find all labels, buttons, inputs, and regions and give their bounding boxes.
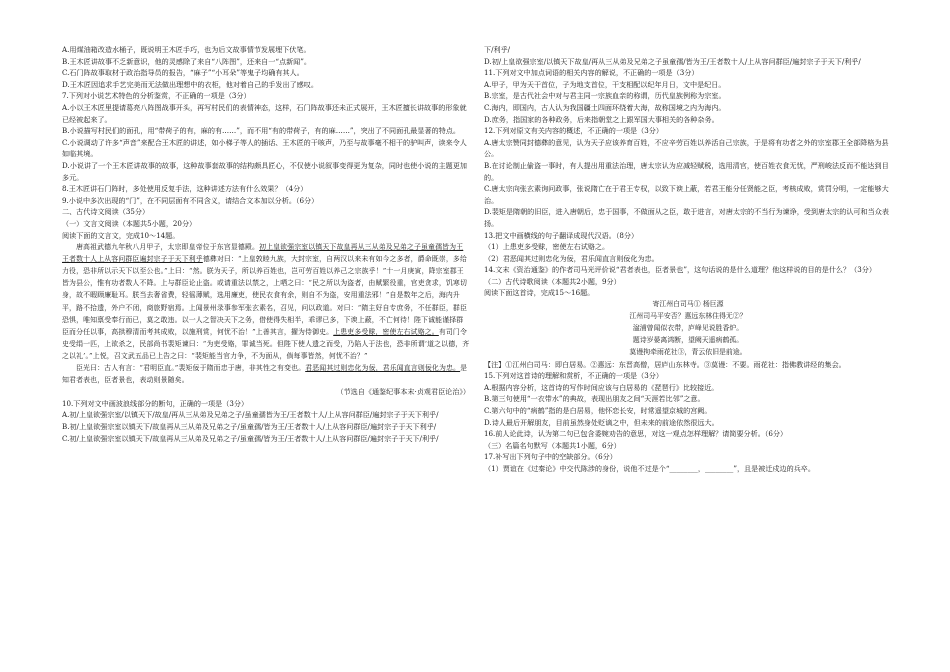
passage-text: 唐高祖武德九年秋八月甲子，太宗即皇帝位于东宫显德殿。 (76, 243, 260, 252)
text-line: 下/利乎/ (484, 45, 511, 54)
text-line: 16.前人论此诗，认为第二句已包含委婉劝告的意思，对这一观点怎样理解？请简要分析。（6分） (484, 429, 788, 439)
text-line: （二）古代诗歌阅读（本题共2小题，9分） (484, 276, 621, 286)
right-column (484, 44, 892, 475)
text-line: （2）君恶闻其过则忠化为佞，君乐闻直言则佞化为忠。 (484, 253, 659, 263)
poem-title: 寄江州白司马① 杨巨源 (652, 300, 724, 309)
text-line: （三）名篇名句默写（本题共1小题，6分） (484, 440, 621, 450)
text-line: 14.文末《资治通鉴》的作者司马光评价说“君者表也，臣者景也”，这句话说的是什么道理？他这样说的目的是什么？（3分） (484, 265, 876, 275)
left-questions (62, 44, 470, 241)
text-line: A.初/上皇欲强宗室/以镇天下/故皇/再从三从弟及兄弟之子/虽童孺皆为王/王者数十人/上从容问群臣/遍封宗子于天下利乎/ (62, 410, 439, 420)
text-line: A.甲子，甲为天干首位，子为地支首位，干支相配以纪年月日，文中是纪日。 (484, 79, 726, 89)
left-column (62, 44, 470, 444)
text-line: 12.下列对原文有关内容的概述，不正确的一项是（3分） (484, 126, 663, 136)
text-line: （1）贾谊在《过秦论》中交代陈涉的身份，说他不过是个“________，________”，且是被迁戍边的兵卒。 (484, 463, 815, 473)
text-line: 7.下列对小说艺术特色的分析鉴赏，不正确的一项是（3分） (62, 91, 251, 101)
text-line: D.裴矩是隋朝的旧臣，进入唐朝后，忠于国事，不做面从之臣，敢于进言，对唐太宗的不当行为谏诤，受到唐太宗的认可和当众表扬。 (484, 207, 889, 228)
text-line: A.小以王木匠里提请葛亮八阵图战事开头，再写村民们的表情神态，这样，石门阵故事还未正式展开，王木匠擅长讲故事的形象就已经被起来了。 (62, 102, 467, 124)
text-line: A.根据内容分析，这首诗的写作时间应该与白居易的《琵琶行》比较接近。 (484, 382, 719, 392)
text-line: C.石门阵故事取材于政治指导员的报告，“麻子”“小耳朵”等鬼子均确有其人。 (62, 68, 304, 78)
text-line: 11.下列对文中加点词语的相关内容的解说，不正确的一项是（3分） (484, 68, 699, 78)
right-questions (484, 44, 892, 299)
poem-line: 题诗岁晏离鸿断，望阙天遥病鹤孤。 (632, 335, 744, 344)
text-line: B.小说描写村民们的面孔，用“带荷子的有，麻的有……”，而不用“有的带荷子，有的麻……”，突出了不同面孔最显著的特点。 (62, 126, 460, 136)
text-line: A.用煤油箱改造水桶子，既说明王木匠手巧，也为后文故事情节发展埋下伏笔。 (62, 45, 311, 54)
passage-text: 德彝对曰：“上皇敦睦九族，大封宗室，自两汉以来未有如今之多者，爵命既崇，多给力役，恐非所以示天下以至公也。”上曰：“然。朕为天子，所以养百姓也，岂可劳百姓以养己之宗族乎！”十一月庚寅，降宗室郡王皆为县公，惟有功者数人不降。上与群臣论止盗。或请重法以禁之，上哂之曰：“民之所以为盗者，由赋繁役重，官吏贪求，饥寒切身，故不暇顾廉耻耳。朕当去奢省费，轻徭薄赋，选用廉吏，使民衣食有余，则自不为盗，安用重法邪！”自是数年之后，海内升平，路不拾遗，外户不闭，商旅野宿焉。上闻景州录事参军张玄素名，召见，问以政道。对曰：“隋主好自专庶务，不任群臣，群臣恐惧，唯知禀受奉行而已，莫之敢违。以一人之智决天下之务，借使得失相半，乖谬已多，下谀上蔽，不亡何待！陛下诚能谨择群臣而分任以事，高拱穆清而考其成败，以施刑赏，何忧不治！”上善其言，擢为侍御史。 (62, 255, 467, 336)
text-line: 9.小说中多次出现的“门”，在不同层面有不同含义，请结合文本加以分析。（6分） (62, 195, 319, 205)
text-line: 阅读下面这首诗，完成15～16题。 (484, 288, 595, 298)
text-line: （1）上患吏多受赇，密使左右试赂之。 (484, 242, 610, 252)
text-line: C.海内，即国内，古人认为我国疆土四面环绕着大海，故称国境之内为海内。 (484, 102, 726, 112)
text-line: C.第六句中的“病鹤”指的是白居易，他怀恋长安，时常遥望京城的宫阙。 (484, 405, 712, 415)
poem-lines (484, 311, 892, 359)
text-line: C.小说调动了许多“声音”来配合王木匠的讲述，如小梯子等人的插话、王木匠的干咳声，乃至与故事毫不相干的驴叫声，读来令人如临其境。 (62, 137, 467, 159)
text-line: B.在讨论制止偷盗一事时，有人提出用重法治理，唐太宗认为应减轻赋税，选用清官，使百姓衣食无忧，严刑峻法反而不能达到目的。 (484, 160, 889, 182)
text-line: B.宗室，是古代社会中对与君主同一宗族血亲的称谓，历代皇族例称为宗室。 (484, 91, 726, 101)
text-line: C.唐太宗向张玄素询问政事，张说隋亡在于君王专权，以致下谀上蔽，若君王能分任贤能之臣，考核成败，赏罚分明，一定能够大治。 (484, 184, 889, 205)
text-line: D.诗人最后开解朋友，目前虽然身处贬谪之中，但未来的前途依然很远大。 (484, 417, 719, 427)
text-line: D.小说讲了一个王木匠讲故事的故事，这种故事套故事的结构颇具匠心，不仅使小说叙事变得更为复杂，同时也使小说的主题更加多元。 (62, 160, 467, 182)
text-line: B.王木匠讲故事不乏新意识，他的灵感除了来自“八阵图”，还来自一“点新闻”。 (62, 56, 311, 66)
left-questions-continued (62, 398, 470, 444)
text-line: 二、古代诗文阅读（35分） (62, 207, 150, 217)
passage-text: 有司门令史受绢一匹，上欲杀之，民部尚书裴矩谏曰：“为吏受赂，罪诚当死。但陛下使人遗之而受，乃陷人于法也，恐非所谓‘道之以德，齐之以礼’。”上悦，召文武五品已上告之曰：“裴矩能当官力争，不为面从，倘每事皆然，何忧不治？” (62, 327, 470, 360)
text-line: B.初/上皇欲强宗室以镇天下/故皇再从三从弟及兄弟之子/虽童孺/皆为王/王者数十人/上从容问群臣/遍封宗子于天下利乎/ (62, 422, 437, 431)
text-line: （一）文言文阅读（本题共5小题，20分） (62, 218, 197, 228)
text-line: D.庶务，指国家的各种政务，后来指朝堂之上跟军国大事相关的各种杂务。 (484, 114, 719, 124)
poem-line: 江州司马平安否？惠远东林住得无②？ (629, 311, 747, 320)
text-line: C.初/上皇欲强宗室以镇天下/故皇再从三从弟及兄弟之子/虽童孺/皆为王/王者数十人/上从容问群臣/遍封宗子于天下/利乎/ (62, 433, 439, 443)
passage-text: 是知君者表也，臣者景也，表动则景随矣。 (62, 364, 468, 385)
text-line: 8.王木匠讲石门阵时，多处使用反复手法，这种讲述方法有什么效果？（4分） (62, 184, 308, 194)
text-line: A.唐太宗赞同封德彝的意见，认为天子应该养育百姓，不应辛劳百姓以养活自己宗族，于是将有功者之外的宗室郡王全部降格为县公。 (484, 137, 889, 159)
text-line: 17.补写出下列句子中的空缺部分。（6分） (484, 452, 617, 462)
passage-text: 臣光曰：古人有言：“君明臣直。”裴矩佞于隋而忠于唐，非其性之有变也。 (76, 364, 306, 373)
passage-paragraph (62, 362, 470, 386)
text-line: 13.把文中画横线的句子翻译成现代汉语。（8分） (484, 230, 639, 240)
passage-source: （节选自《通鉴纪事本末·贞观君臣论治》） (336, 387, 470, 397)
text-line: D.王木匠因追求手艺完美而无法做出理想中的衣柜，他对着自己的手发出了感叹。 (62, 79, 318, 89)
passage-paragraph (62, 241, 470, 362)
poem-line: 莫谩拘牵雨花社③，青云依旧是前途。 (629, 347, 747, 356)
text-line: D.初/上皇欲强宗室/以镇天下故皇/再从三从弟及兄弟之子虽童孺/皆为王/王者数十人/上从容问群臣/遍封宗子于天下/利乎/ (484, 56, 861, 66)
text-line: 10.下列对文中画波浪线部分的断句，正确的一项是（3分） (62, 398, 249, 408)
text-line: 15.下列对这首诗的理解和赏析，不正确的一项是（3分） (484, 371, 663, 381)
classical-passage (62, 241, 470, 386)
text-line: B.第三句使用“一衣带水”的典故，表现出朋友之间“天涯若比邻”之意。 (484, 394, 705, 404)
text-line: 阅读下面的文言文，完成10～14题。 (62, 230, 180, 240)
poem-line: 湓浦曾闻似衣带，庐峰见说胜香炉。 (632, 323, 744, 332)
underlined-sentence: 君恶闻其过则忠化为佞，君乐闻直言则佞化为忠。 (305, 364, 461, 373)
poem-block (484, 299, 892, 359)
text-line: 【注】①江州白司马：即白居易。②惠远：东晋高僧，居庐山东林寺。③莫谩：不要。雨花社：指佛教讲经的集会。 (484, 359, 846, 369)
right-questions-continued (484, 359, 892, 475)
underlined-sentence: 上患吏多受赇，密使左右试赂之。 (333, 327, 439, 336)
underlined-sentence: 初上皇欲强宗室以镇天下故皇再从三从弟及兄弟之子虽童孺皆为王王者数十人上从容问群臣遍封宗子于天下利乎 (62, 243, 464, 264)
